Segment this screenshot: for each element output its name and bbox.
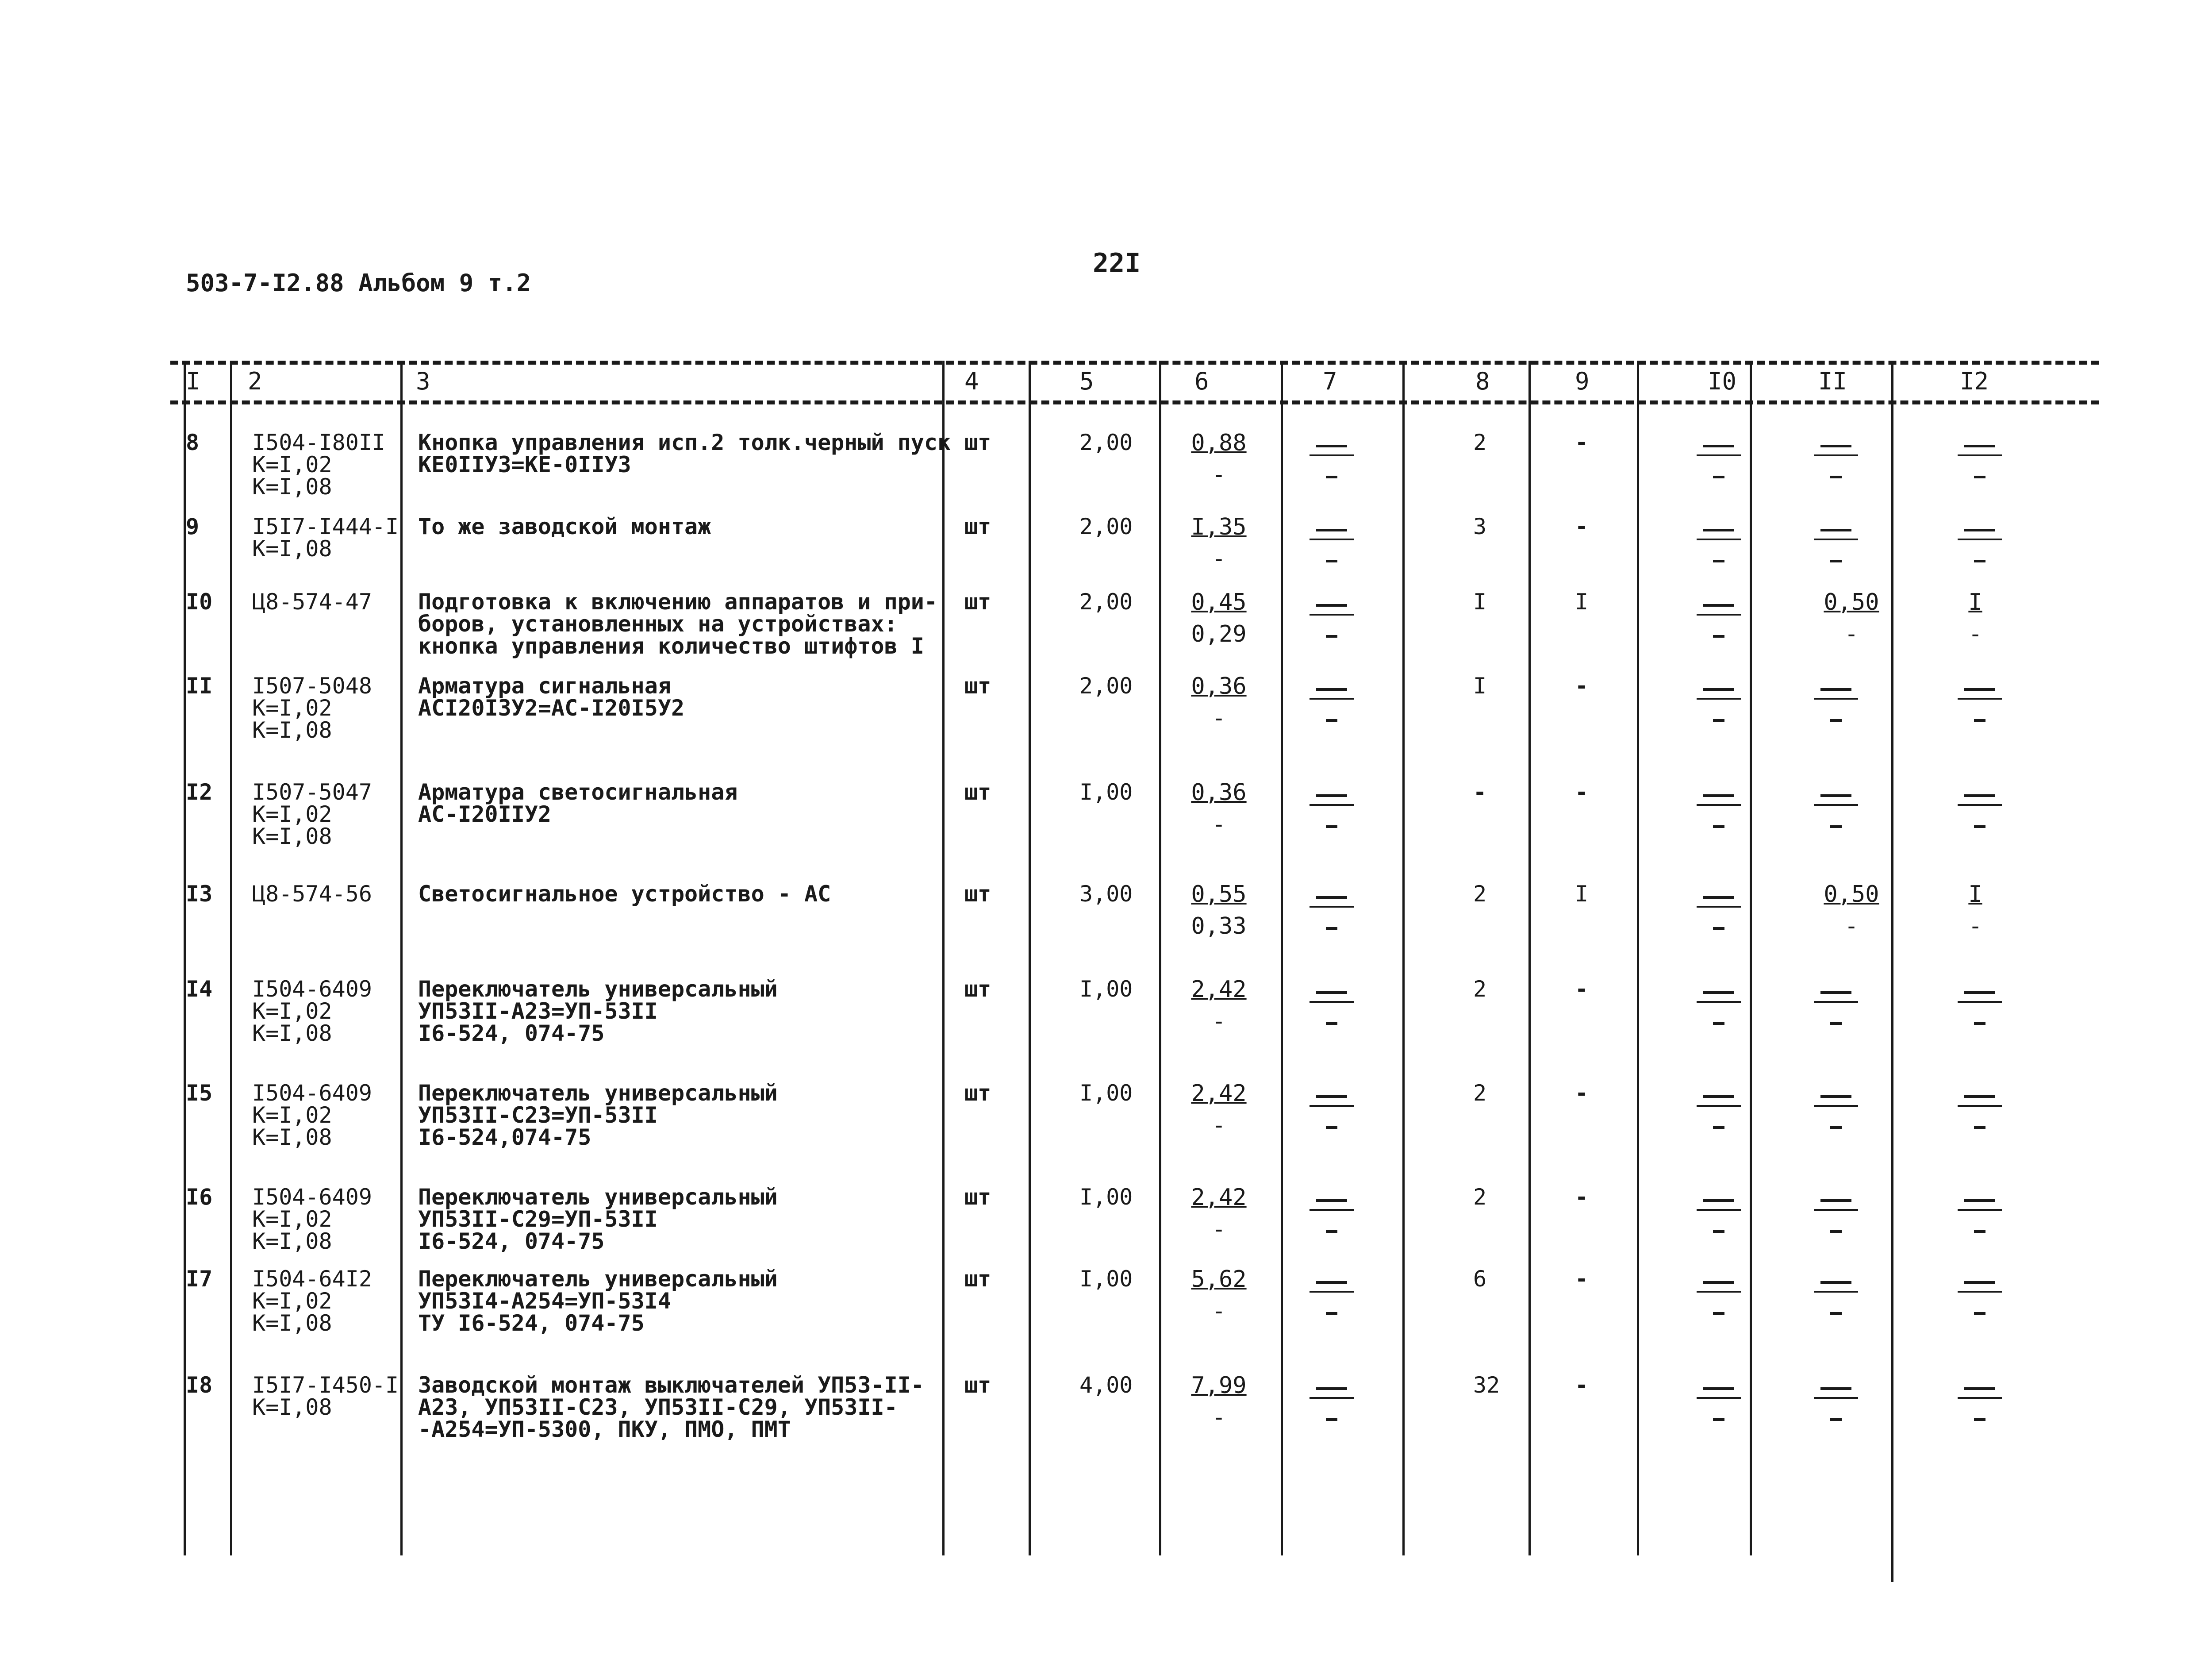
dash-symbol	[1298, 431, 1360, 485]
row-number: I5	[186, 1080, 213, 1106]
row-col12	[1931, 591, 2020, 646]
row-col9: -	[1575, 1372, 1589, 1398]
col6-numerator: 0,36	[1191, 779, 1247, 806]
row-col8: 3	[1473, 514, 1487, 539]
col-divider	[1029, 361, 1031, 1555]
dash-symbol	[1947, 1374, 2008, 1427]
col6-numerator: 0,55	[1191, 881, 1247, 908]
row-col8: 2	[1473, 976, 1487, 1002]
dash-symbol	[1947, 978, 2008, 1031]
row-col8: I	[1473, 673, 1487, 699]
column-header: 3	[416, 367, 430, 395]
column-header: 7	[1323, 367, 1337, 395]
col11-denominator: -	[1844, 621, 1859, 647]
col12-denominator: -	[1968, 913, 1982, 939]
column-header: I2	[1960, 367, 1989, 395]
dash-symbol	[1947, 1268, 2008, 1321]
row-number: I0	[186, 589, 213, 615]
row-col8: 2	[1473, 1080, 1487, 1106]
dash-symbol	[1686, 1082, 1747, 1135]
table-top-border	[170, 361, 2099, 365]
dash-symbol	[1947, 516, 2008, 569]
row-number: I7	[186, 1266, 213, 1292]
row-name: То же заводской монтаж	[418, 514, 711, 539]
row-col9: -	[1575, 779, 1589, 805]
row-code: I507-5048 К=I,02 К=I,08	[252, 673, 372, 743]
row-quantity: I,00	[1079, 1080, 1133, 1106]
row-number: I8	[186, 1372, 213, 1398]
column-header: II	[1818, 367, 1847, 395]
column-header: 5	[1079, 367, 1094, 395]
col-divider	[942, 361, 945, 1555]
row-code: I507-5047 К=I,02 К=I,08	[252, 779, 372, 849]
row-name: Переключатель универсальный УП53I4-А254=УП-53I4 ТУ I6-524, 074-75	[418, 1266, 778, 1336]
row-code: Ц8-574-47	[252, 589, 372, 615]
row-col8: 32	[1473, 1372, 1500, 1398]
row-col11	[1807, 591, 1896, 646]
col12-denominator: -	[1968, 621, 1982, 647]
col6-denominator: -	[1212, 546, 1226, 572]
row-col6	[1175, 675, 1263, 730]
row-code: Ц8-574-56	[252, 881, 372, 907]
row-col9: -	[1575, 1266, 1589, 1292]
dash-symbol	[1298, 591, 1360, 644]
row-col12	[1931, 883, 2020, 938]
col6-denominator: 0,33	[1191, 913, 1247, 939]
dash-symbol	[1298, 883, 1360, 936]
row-unit: шт	[964, 1184, 991, 1210]
row-col11	[1807, 883, 1896, 938]
col6-denominator: -	[1212, 462, 1226, 488]
column-header: 2	[248, 367, 262, 395]
dash-symbol	[1686, 516, 1747, 569]
dash-symbol	[1298, 781, 1360, 834]
row-name: Заводской монтаж выключателей УП53-II- А23, УП53II-С23, УП53II-С29, УП53II- -А254=УП-5300, ПКУ, ПМО, ПМТ	[418, 1372, 924, 1442]
row-code: I504-64I2 К=I,02 К=I,08	[252, 1266, 372, 1336]
row-col6	[1175, 591, 1263, 646]
table-row	[0, 430, 2212, 500]
row-col6	[1175, 1374, 1263, 1429]
row-code: I504-6409 К=I,02 К=I,08	[252, 976, 372, 1046]
col-divider	[1891, 361, 1893, 1582]
column-header: 6	[1194, 367, 1209, 395]
row-name: Светосигнальное устройство - АС	[418, 881, 831, 907]
dash-symbol	[1803, 781, 1865, 834]
col6-numerator: 2,42	[1191, 1080, 1247, 1107]
row-col9: -	[1575, 1080, 1589, 1106]
document-header-code: 503-7-I2.88 Альбом 9 т.2	[186, 269, 531, 297]
column-header: 9	[1575, 367, 1590, 395]
row-unit: шт	[964, 779, 991, 805]
row-col8: 2	[1473, 1184, 1487, 1210]
row-number: I3	[186, 881, 213, 907]
row-col8: 6	[1473, 1266, 1487, 1292]
dash-symbol	[1298, 978, 1360, 1031]
row-quantity: I,00	[1079, 1266, 1133, 1292]
col6-denominator: -	[1212, 1298, 1226, 1324]
row-name: Переключатель универсальный УП53II-С23=УП-53II I6-524,074-75	[418, 1080, 778, 1150]
row-col8: -	[1473, 779, 1487, 805]
col6-denominator: 0,29	[1191, 621, 1247, 647]
dash-symbol	[1947, 1186, 2008, 1239]
row-code: I504-6409 К=I,02 К=I,08	[252, 1080, 372, 1150]
dash-symbol	[1686, 431, 1747, 485]
row-col9: I	[1575, 589, 1589, 615]
row-number: 9	[186, 514, 200, 539]
col6-denominator: -	[1212, 1112, 1226, 1139]
col6-numerator: I,35	[1191, 514, 1247, 540]
dash-symbol	[1298, 516, 1360, 569]
col6-numerator: 2,42	[1191, 1184, 1247, 1211]
row-unit: шт	[964, 430, 991, 455]
row-quantity: 2,00	[1079, 430, 1133, 455]
row-code: I5I7-I444-I К=I,08	[252, 514, 399, 562]
row-unit: шт	[964, 976, 991, 1002]
row-col9: -	[1575, 673, 1589, 699]
col-divider	[1750, 361, 1752, 1555]
page-number: 22I	[1093, 248, 1141, 279]
row-col8: 2	[1473, 881, 1487, 907]
dash-symbol	[1686, 1374, 1747, 1427]
col6-numerator: 0,36	[1191, 673, 1247, 700]
row-unit: шт	[964, 514, 991, 539]
row-name: Арматура светосигнальная АС-I20IIУ2	[418, 779, 738, 827]
dash-symbol	[1803, 1082, 1865, 1135]
col-divider	[1159, 361, 1161, 1555]
column-header: I	[186, 367, 200, 395]
row-number: 8	[186, 430, 200, 455]
dash-symbol	[1803, 1186, 1865, 1239]
dash-symbol	[1803, 1374, 1865, 1427]
dash-symbol	[1298, 1374, 1360, 1427]
row-number: I4	[186, 976, 213, 1002]
table-header-border	[170, 400, 2099, 404]
col-divider	[1281, 361, 1283, 1555]
row-quantity: 2,00	[1079, 673, 1133, 699]
col6-denominator: -	[1212, 1216, 1226, 1243]
col6-denominator: -	[1212, 1008, 1226, 1035]
col6-numerator: 5,62	[1191, 1266, 1247, 1293]
dash-symbol	[1686, 1186, 1747, 1239]
col6-denominator: -	[1212, 811, 1226, 838]
row-name: Переключатель универсальный УП53II-А23=УП-53II I6-524, 074-75	[418, 976, 778, 1046]
dash-symbol	[1298, 675, 1360, 728]
row-name: Подготовка к включению аппаратов и при- боров, установленных на устройствах: кнопка управления количество штифтов I	[418, 589, 937, 659]
row-col8: 2	[1473, 430, 1487, 455]
dash-symbol	[1803, 516, 1865, 569]
dash-symbol	[1686, 1268, 1747, 1321]
dash-symbol	[1686, 591, 1747, 644]
row-col6	[1175, 978, 1263, 1033]
col-divider	[1637, 361, 1639, 1555]
row-quantity: 2,00	[1079, 514, 1133, 539]
dash-symbol	[1803, 1268, 1865, 1321]
row-col9: -	[1575, 430, 1589, 455]
row-name: Переключатель универсальный УП53II-С29=УП-53II I6-524, 074-75	[418, 1184, 778, 1254]
col12-numerator: I	[1968, 881, 1982, 908]
dash-symbol	[1686, 781, 1747, 834]
col11-denominator: -	[1844, 913, 1859, 939]
row-code: I504-6409 К=I,02 К=I,08	[252, 1184, 372, 1254]
dash-symbol	[1298, 1186, 1360, 1239]
dash-symbol	[1947, 431, 2008, 485]
col-divider	[1528, 361, 1531, 1555]
dash-symbol	[1803, 978, 1865, 1031]
row-col9: I	[1575, 881, 1589, 907]
row-col6	[1175, 883, 1263, 938]
row-col8: I	[1473, 589, 1487, 615]
row-unit: шт	[964, 673, 991, 699]
row-quantity: 3,00	[1079, 881, 1133, 907]
column-header: 8	[1475, 367, 1490, 395]
row-quantity: 2,00	[1079, 589, 1133, 615]
dash-symbol	[1947, 675, 2008, 728]
dash-symbol	[1947, 781, 2008, 834]
dash-symbol	[1298, 1268, 1360, 1321]
row-col6	[1175, 1186, 1263, 1241]
dash-symbol	[1803, 431, 1865, 485]
row-unit: шт	[964, 1080, 991, 1106]
dash-symbol	[1947, 1082, 2008, 1135]
row-unit: шт	[964, 1266, 991, 1292]
row-col6	[1175, 1082, 1263, 1137]
row-col9: -	[1575, 514, 1589, 539]
row-col6	[1175, 781, 1263, 836]
col6-numerator: 0,45	[1191, 589, 1247, 616]
col6-denominator: -	[1212, 1404, 1226, 1431]
dash-symbol	[1803, 675, 1865, 728]
dash-symbol	[1686, 883, 1747, 936]
col6-numerator: 0,88	[1191, 430, 1247, 456]
row-quantity: I,00	[1079, 779, 1133, 805]
row-name: Арматура сигнальная АСI20I3У2=АС-I20I5У2	[418, 673, 685, 721]
row-number: I6	[186, 1184, 213, 1210]
row-name: Кнопка управления исп.2 толк.черный пуск КЕ0IIУЗ=КЕ-0IIУЗ	[418, 430, 951, 477]
row-unit: шт	[964, 1372, 991, 1398]
col11-numerator: 0,50	[1824, 589, 1879, 616]
row-number: II	[186, 673, 213, 699]
row-code: I5I7-I450-I К=I,08	[252, 1372, 399, 1420]
row-number: I2	[186, 779, 213, 805]
row-unit: шт	[964, 881, 991, 907]
col-divider	[230, 361, 232, 1555]
dash-symbol	[1298, 1082, 1360, 1135]
row-col9: -	[1575, 1184, 1589, 1210]
col-divider	[400, 361, 403, 1555]
row-col9: -	[1575, 976, 1589, 1002]
row-col6	[1175, 516, 1263, 570]
row-unit: шт	[964, 589, 991, 615]
col12-numerator: I	[1968, 589, 1982, 616]
col-divider	[1402, 361, 1405, 1555]
row-col6	[1175, 1268, 1263, 1323]
row-quantity: I,00	[1079, 1184, 1133, 1210]
col6-denominator: -	[1212, 705, 1226, 731]
dash-symbol	[1686, 978, 1747, 1031]
row-quantity: I,00	[1079, 976, 1133, 1002]
row-col6	[1175, 431, 1263, 486]
col11-numerator: 0,50	[1824, 881, 1879, 908]
row-code: I504-I80II К=I,02 К=I,08	[252, 430, 386, 500]
col6-numerator: 2,42	[1191, 976, 1247, 1003]
row-quantity: 4,00	[1079, 1372, 1133, 1398]
col6-numerator: 7,99	[1191, 1372, 1247, 1399]
column-header: 4	[964, 367, 979, 395]
column-header: I0	[1708, 367, 1737, 395]
dash-symbol	[1686, 675, 1747, 728]
